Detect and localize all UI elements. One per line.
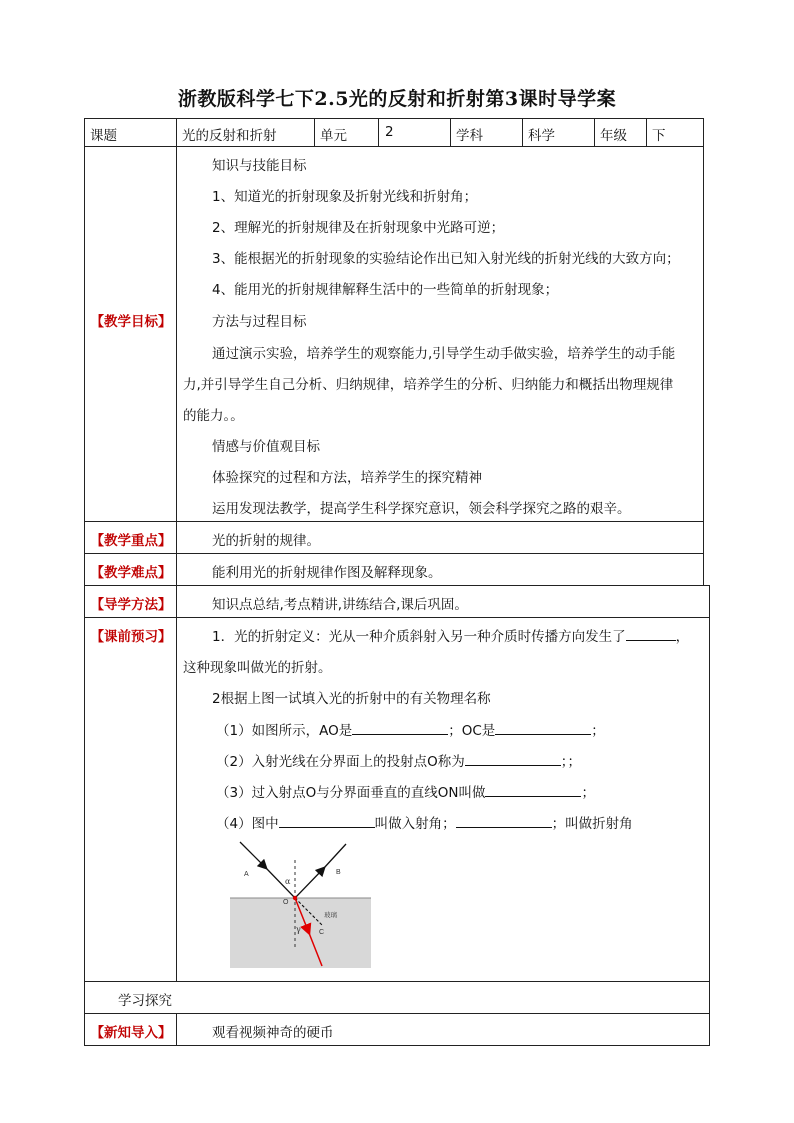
- table-border: [84, 981, 710, 982]
- preview-s3-text: （3）过入射点O与分界面垂直的直线ON叫做: [216, 785, 486, 801]
- table-border: [84, 1013, 710, 1014]
- preview-q1: [212, 625, 689, 645]
- objective-line: 4、能用光的折射规律解释生活中的一些简单的折射现象；: [212, 282, 559, 298]
- objective-line: 的能力。。: [183, 408, 244, 424]
- answer-blank[interactable]: [465, 751, 561, 766]
- preview-q1-text: 1．光的折射定义：光从一种介质斜射入另一种介质时传播方向发生了: [212, 629, 626, 645]
- table-border: [84, 521, 704, 522]
- difficulty-label: 【教学难点】: [90, 565, 172, 581]
- objective-line: 情感与价值观目标: [212, 439, 320, 455]
- answer-blank[interactable]: [626, 626, 676, 641]
- objective-line: 2、理解光的折射规律及在折射现象中光路可逆；: [212, 220, 505, 236]
- label-glass: 玻璃: [324, 911, 337, 919]
- table-border: [709, 585, 710, 1046]
- method-label: 【导学方法】: [90, 597, 172, 613]
- header-label-topic: 课题: [90, 128, 117, 144]
- label-alpha: α: [285, 877, 291, 886]
- study-text: 学习探究: [118, 993, 172, 1009]
- reflected-ray: [324, 844, 346, 868]
- objective-line: 方法与过程目标: [212, 314, 307, 330]
- answer-blank[interactable]: [456, 813, 552, 828]
- table-border: [84, 118, 85, 1046]
- answer-blank[interactable]: [485, 782, 581, 797]
- header-value-topic: 光的反射和折射: [182, 128, 277, 144]
- preview-s3-end: ；: [581, 785, 595, 801]
- header-value-grade: 下: [652, 128, 666, 144]
- preview-s2: [216, 750, 581, 770]
- incidence-point: [293, 896, 297, 900]
- objective-line: 运用发现法教学，提高学生科学探究意识，领会科学探究之路的艰辛。: [212, 501, 631, 517]
- table-border: [378, 118, 379, 146]
- objective-line: 力,并引导学生自己分析、归纳规律，培养学生的分析、归纳能力和概括出物理规律: [183, 377, 674, 393]
- label-c: C: [319, 929, 325, 936]
- table-border: [84, 1045, 710, 1046]
- preview-s1-end: ；: [591, 723, 605, 739]
- preview-s1: [216, 719, 605, 739]
- answer-blank[interactable]: [352, 720, 448, 735]
- key-point-label: 【教学重点】: [90, 533, 172, 549]
- objective-line: 3、能根据光的折射现象的实验结论作出已知入射光线的折射光线的大致方向；: [212, 251, 680, 267]
- table-border: [522, 118, 523, 146]
- incident-ray: [266, 868, 295, 898]
- label-b: B: [336, 869, 341, 876]
- label-gamma: γ: [296, 925, 301, 934]
- table-border: [703, 118, 704, 585]
- header-value-unit: 2: [385, 124, 394, 140]
- preview-s4-text2: 叫做入射角；: [374, 816, 456, 832]
- table-border: [646, 118, 647, 146]
- label-a: A: [244, 871, 249, 878]
- objectives-label: 【教学目标】: [90, 314, 172, 330]
- objective-line: 1、知道光的折射现象及折射光线和折射角；: [212, 189, 478, 205]
- preview-s3: [216, 781, 595, 801]
- table-border: [450, 118, 451, 146]
- table-border: [84, 617, 710, 618]
- preview-s4: [216, 812, 633, 832]
- answer-blank[interactable]: [495, 720, 591, 735]
- table-border: [84, 553, 704, 554]
- objective-line: 通过演示实验，培养学生的观察能力,引导学生动手做实验，培养学生的动手能: [212, 346, 676, 362]
- header-value-subject: 科学: [528, 128, 555, 144]
- method-text: 知识点总结,考点精讲,讲练结合,课后巩固。: [212, 597, 468, 613]
- incident-ray: [240, 842, 266, 868]
- difficulty-text: 能利用光的折射规律作图及解释现象。: [212, 565, 442, 581]
- preview-q2: 2根据上图一试填入光的折射中的有关物理名称: [212, 691, 491, 707]
- intro-text: 观看视频神奇的硬币: [212, 1025, 334, 1041]
- objective-line: 体验探究的过程和方法，培养学生的探究精神: [212, 470, 482, 486]
- page-title: 浙教版科学七下2.5光的反射和折射第3课时导学案: [177, 88, 617, 110]
- refraction-diagram: [228, 838, 378, 970]
- table-border: [314, 118, 315, 146]
- key-point-text: 光的折射的规律。: [212, 533, 320, 549]
- preview-s2-end: ；；: [560, 754, 581, 770]
- preview-s4-text: （4）图中: [216, 816, 279, 832]
- table-border: [84, 146, 704, 147]
- objective-line: 知识与技能目标: [212, 158, 307, 174]
- table-border: [594, 118, 595, 146]
- table-border: [176, 118, 177, 981]
- answer-blank[interactable]: [279, 813, 375, 828]
- label-o: O: [283, 899, 289, 906]
- header-label-subject: 学科: [456, 128, 483, 144]
- preview-q1-end: ，: [675, 629, 690, 645]
- preview-s2-text: （2）入射光线在分界面上的投射点O称为: [216, 754, 465, 770]
- reflected-ray: [295, 868, 324, 898]
- preview-q1-cont: 这种现象叫做光的折射。: [183, 660, 332, 676]
- preview-s1-text: （1）如图所示，AO是: [216, 723, 353, 739]
- preview-label: 【课前预习】: [90, 629, 172, 645]
- header-label-unit: 单元: [320, 128, 347, 144]
- table-border: [84, 118, 704, 119]
- preview-s4-end: ；叫做折射角: [551, 816, 633, 832]
- intro-label: 【新知导入】: [90, 1025, 172, 1041]
- preview-s1-text2: ；OC是: [448, 723, 496, 739]
- header-label-grade: 年级: [600, 128, 627, 144]
- table-border: [176, 1013, 177, 1046]
- table-border: [84, 585, 710, 586]
